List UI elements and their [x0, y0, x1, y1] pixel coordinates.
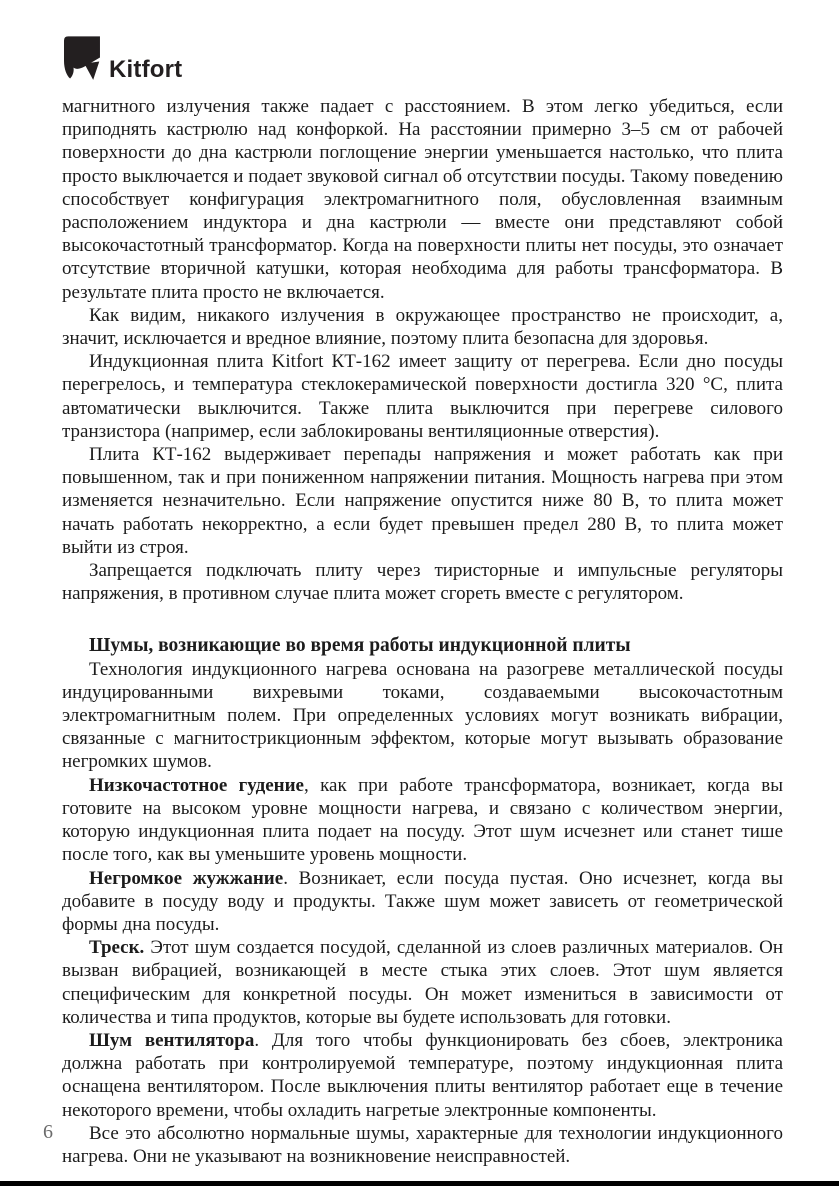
- paragraph-lead: Шум вентилятора: [89, 1029, 255, 1051]
- paragraph-text: магнитного излучения также падает с расстоянием. В этом легко убедиться, если приподнять кастрюлю над конфоркой. На расстоянии примерно 3–5 см от рабочей поверхности до дна кастрюли поглощение энергии уменьшается настолько, что плита просто выключается и подает звуковой сигнал об отсутствии посуды. Такому поведению способствует конфигурация электромагнитного поля, обусловленная взаимным расположением индуктора и дна кастрюли — вместе они представляют собой высокочастотный трансформатор. Когда на поверхности плиты нет посуды, это означает отсутствие вторичной катушки, которая необходима для работы трансформатора. В результате плита просто не включается.: [62, 96, 783, 303]
- paragraph-text: . Возникает, если посуда пустая. Оно исчезнет, когда вы добавите в посуду воду и продукты. Также шум может зависеть от геометрической формы дна посуды.: [62, 867, 784, 935]
- paragraph: [62, 1122, 783, 1168]
- page-bottom-scan-edge: [0, 1181, 839, 1186]
- kitfort-logo: [64, 36, 182, 83]
- paragraph: [62, 658, 783, 774]
- paragraph-lead: Треск.: [89, 937, 145, 959]
- paragraph: [62, 936, 783, 1029]
- page-number: 6: [43, 1121, 53, 1143]
- paragraph: [62, 304, 783, 350]
- paragraph: [62, 350, 783, 443]
- kitfort-logo-mark-icon: [64, 36, 102, 83]
- paragraph-text: Все это абсолютно нормальные шумы, характерные для технологии индукционного нагрева. Они не указывают на возникновение неисправностей.: [62, 1122, 783, 1167]
- paragraph-text: Индукционная плита Kitfort КТ-162 имеет защиту от перегрева. Если дно посуды перегрелось, и температура стеклокерамической поверхности достигла 320 °C, плита автоматически выключится. Также плита выключится при перегреве силового транзистора (например, если заблокированы вентиляционные отверстия).: [62, 351, 783, 442]
- paragraph-text: Запрещается подключать плиту через тиристорные и импульсные регуляторы напряжения, в противном случае плита может сгореть вместе с регулятором.: [62, 560, 783, 605]
- paragraph-lead: Негромкое жужжание: [89, 867, 284, 889]
- page-body-text: [62, 95, 783, 1168]
- paragraph-lead: Низкочастотное гудение: [89, 774, 304, 796]
- paragraph-text: . Для того чтобы функционировать без сбоев, электроника должна работать при контролируемой температуре, поэтому индукционная плита оснащена вентилятором. После выключения плиты вентилятор работает еще в течение некоторого времени, чтобы охладить нагретые электронные компоненты.: [62, 1029, 783, 1121]
- paragraph-text: Как видим, никакого излучения в окружающее пространство не происходит, а, значит, исключается и вредное влияние, поэтому плита безопасна для здоровья.: [62, 304, 783, 350]
- paragraph-text: Технология индукционного нагрева основана на разогреве металлической посуды индуцированными вихревыми токами, создаваемыми высокочастотным электромагнитным полем. При определенных условиях могут возникать вибрации, связанные с магнитострикционным эффектом, которые могут вызывать образование негромких шумов.: [62, 658, 783, 773]
- paragraph: [62, 867, 783, 937]
- paragraph-text: Этот шум создается посудой, сделанной из слоев различных материалов. Он вызван вибрацией, возникающей в месте стыка этих слоев. Этот шум является специфическим для конкретной посуды. Он может измениться в зависимости от количества и типа продуктов, которые вы будете использовать для готовки.: [62, 937, 783, 1028]
- paragraph: [62, 559, 783, 605]
- paragraph: [62, 774, 783, 867]
- paragraph-text: , как при работе трансформатора, возникает, когда вы готовите на высоком уровне мощности нагрева, и связано с количеством энергии, которую индукционная плита подает на посуду. Этот шум исчезнет или станет тише после того, как вы уменьшите уровень мощности.: [62, 774, 783, 866]
- paragraph: [62, 443, 783, 559]
- paragraph: [62, 95, 783, 304]
- paragraph: [62, 1029, 783, 1122]
- section-heading: Шумы, возникающие во время работы индукционной плиты: [89, 635, 631, 657]
- paragraph-text: Плита КТ-162 выдерживает перепады напряжения и может работать как при повышенном, так и при пониженном напряжении питания. Мощность нагрева при этом изменяется незначительно. Если напряжение опустится ниже 80 В, то плита может начать работать некорректно, а если будет превышен предел 280 В, то плита может выйти из строя.: [62, 444, 783, 558]
- logo-wordmark: Kitfort: [109, 56, 183, 83]
